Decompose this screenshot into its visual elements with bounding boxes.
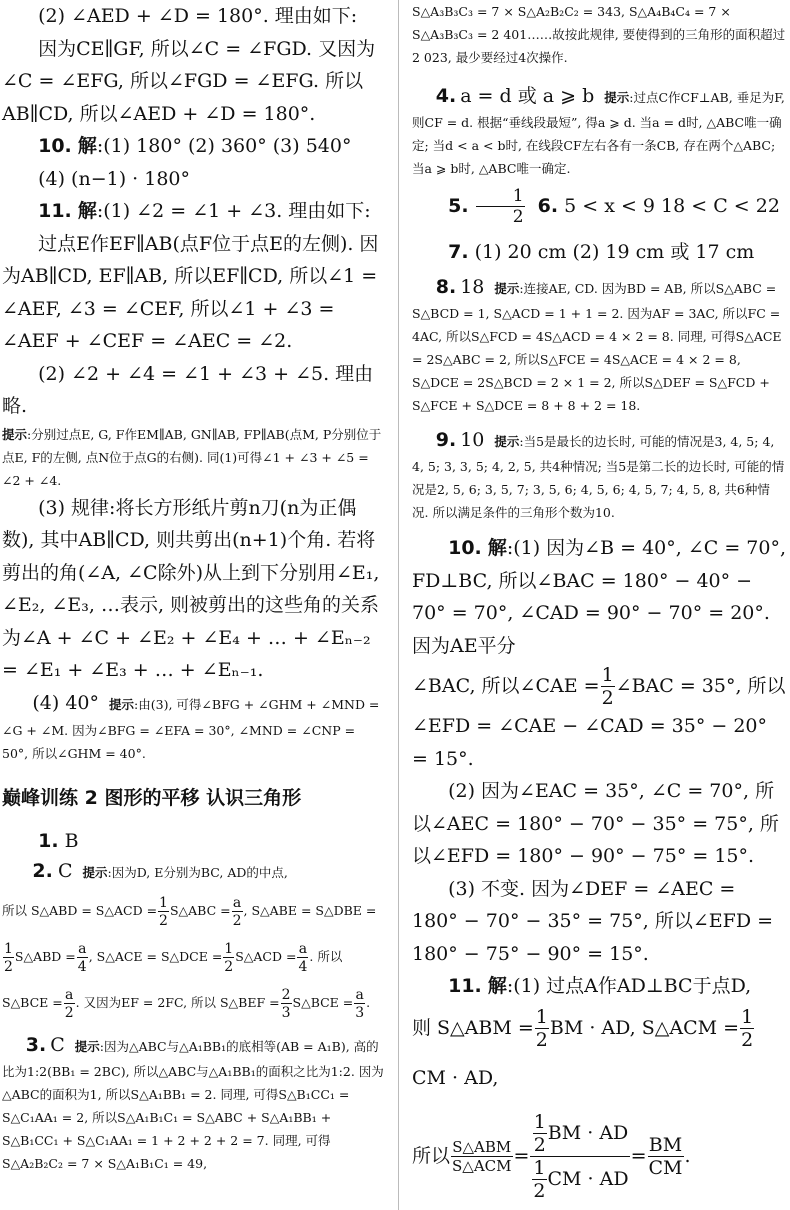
q4-number: 4. [435,85,457,107]
fraction-numerator: BM [648,1133,683,1156]
q10-answers: :(1) 180° (2) 360° (3) 540° [96,135,352,157]
hint-text: :当5是最长的边长时, 可能的情况是3, 4, 5; 4, 4, 5; 3, 3, 5; 4, 2, 5, 共4种情况; 当5是第二长的边长时, 可能的情况是2, 5, 6; 3, 5, 7; 3, 5, 6; 4, 5, 6; 4, 5, 7; 4, 5, 8, 共6种情况. 所以满足条件的三角形个数为10. [412,434,785,520]
hint-label: 提示 [82,865,108,880]
hint-label: 提示 [109,696,135,712]
q10-solution-label: 解 [77,135,97,157]
q11-part1-text: :(1) 过点A作AD⊥BC于点D, [506,975,752,997]
q5-number: 5. [448,195,469,217]
math-text: = [630,1144,647,1167]
q10-line2: (4) (n−1) · 180° [38,167,191,190]
q11-solution-label: 解 [487,975,507,997]
q2-math-line3 [2,980,384,1026]
area-ratio-fraction [451,1137,512,1175]
math-text: CM · AD [547,1167,629,1190]
right-column [412,0,786,1201]
math-text: . [684,1144,691,1167]
math-text: . [366,995,371,1010]
q2 [2,856,384,888]
fraction-denominator: 2 [601,687,614,709]
q10-line1 [2,130,384,163]
q3 [2,1030,384,1175]
math-text: 所以 [412,1144,451,1167]
fraction-numerator: 1 [741,1005,754,1028]
hint-label: 提示 [2,426,28,442]
hint-text: :过点C作CF⊥AB, 垂足为F, 则CF = d. 根据“垂线段最短”, 得a ⩾ d. 当a = d时, △ABC唯一确定; 当d < a < b时, 在线段CF左右各有一条CB, 存在两个△ABC; 当a ⩾ b时, △ABC唯一确定. [412,90,785,176]
q6-number: 6. [537,195,559,217]
fraction-denominator: 2 [4,958,13,975]
q3-number: 3. [25,1034,47,1056]
math-text: S△BCE = [2,995,63,1010]
q11-ratio-formula [412,1110,786,1202]
q10-part3: (3) 不变. 因为∠DEF = ∠AEC = 180° − 70° − 35° = 75°, 所以∠EFD = 180° − 75° − 90° = 15°. [412,877,774,965]
fraction [740,1005,754,1051]
fraction-numerator: a [65,986,74,1003]
q10-part1 [412,532,786,662]
hint-text: :因为D, E分别为BC, AD的中点, [107,865,288,880]
hint-label: 提示 [74,1039,100,1054]
fraction-denominator: 2 [741,1028,754,1051]
column-divider [398,0,399,1210]
fraction-denominator: 2 [232,912,242,929]
fraction-numerator: a [298,940,308,957]
q8-number: 8. [435,276,457,298]
q11-number: 11. [38,200,72,222]
q8 [412,272,786,417]
fraction-denominator: 3 [355,1004,365,1021]
q9-answer: 10 [460,429,485,451]
fraction-numerator: 1 [159,894,168,911]
q11-part4 [2,687,384,766]
math-text: 所以 S△ABD = S△ACD = [2,903,158,918]
fraction [281,988,292,1020]
fraction-numerator: 1 [533,1156,546,1179]
math-text: CM · AD, [412,1066,499,1089]
fraction-denominator: 4 [298,958,308,975]
q11-part1-header: :(1) ∠2 = ∠1 + ∠3. 理由如下: [96,200,371,222]
math-text: BM · AD, S△ACM = [549,1016,740,1039]
q8-answer: 18 [460,276,485,298]
fraction [77,942,88,974]
q5-answer-fraction [476,188,525,226]
fraction-numerator: a [355,986,364,1003]
fraction-denominator: 2 [224,958,234,975]
math-text: S△ABC = [169,903,231,918]
q11-line1 [2,195,384,228]
q3-continued: S△A₃B₃C₃ = 7 × S△A₂B₂C₂ = 343, S△A₄B₄C₄ = 7 × S△A₃B₃C₃ = 2 401……故按此规律, 要使得到的三角形的面积超过2 023, 最少要经过4次操作. [412,4,786,65]
q10-number: 10. [38,135,72,157]
fraction [64,988,75,1020]
q9-part2-header: (2) ∠AED + ∠D = 180°. 理由如下: [38,5,358,27]
fraction [601,666,615,708]
fraction-denominator: S△ACM [452,1156,512,1175]
q9-part2-body: 因为CE∥GF, 所以∠C = ∠FGD. 又因为∠C = ∠EFG, 所以∠FGD = ∠EFG. 所以AB∥CD, 所以∠AED + ∠D = 180°. [2,37,376,125]
left-column [2,0,384,1175]
math-text: BM · AD [547,1121,629,1144]
fraction [223,942,234,974]
math-text: ∠BAC = 35°, 所以 [615,675,786,697]
q10-number: 10. [448,537,482,559]
fraction-denominator: CM [648,1156,683,1179]
fraction [158,896,169,928]
q5-q6 [412,180,786,232]
q6-answer: 5 < x < 9 18 < C < 22 [564,195,780,217]
fraction [297,942,308,974]
math-text: . 又因为EF = 2FC, 所以 S△BEF = [75,995,280,1010]
q7 [412,232,786,272]
fraction-denominator: 2 [533,1133,546,1156]
q4 [412,81,786,180]
fraction-numerator: 1 [224,940,234,957]
hint-text: :分别过点E, G, F作EM∥AB, GN∥AB, FP∥AB(点M, P分别位于点E, F的左侧, 点N位于点G的右侧). 同(1)可得∠1 + ∠3 + ∠5 = ∠2 + ∠4. [2,426,382,488]
fraction-denominator: 2 [533,1179,546,1202]
q11-part1-body: 过点E作EF∥AB(点F位于点E的左侧). 因为AB∥CD, EF∥AB, 所以EF∥CD, 所以∠1 = ∠AEF, ∠3 = ∠CEF, 所以∠1 + ∠3 = ∠AEF + ∠CEF = ∠AEC = ∠2. [2,232,379,352]
fraction-numerator: a [232,894,242,911]
q2-answer: C [57,860,73,882]
q1-number: 1. [38,830,59,852]
fraction-numerator: 1 [533,1110,546,1133]
fraction-numerator: 1 [535,1005,548,1028]
hint-label: 提示 [604,90,630,105]
result-fraction [648,1133,684,1179]
q2-math-line2 [2,934,384,980]
fraction [532,1156,546,1202]
q2-number: 2. [32,860,53,882]
fraction-numerator: 2 [281,986,291,1003]
q11-part2-hint [2,423,384,492]
hint-label: 提示 [494,281,520,296]
fraction-numerator: 1 [476,188,525,207]
fraction-denominator [530,1157,629,1201]
hint-text: :因为△ABC与△A₁BB₁的底相等(AB = A₁B), 高的比为1:2(BB₁ = 2BC), 所以△ABC与△A₁BB₁的面积之比为1:2. 因为△ABC的面积为1, 所以S△A₁BB₁ = 2. 同理, 可得S△B₁CC₁ = S△C₁AA₁ = 2, 所以S△A₁B₁C₁ = S△ABC + S△A₁BB₁ + S△B₁CC₁ + S△C₁AA₁ = 1 + 2 + 2 + 2 = 7. 同理, 可得S△A₂B₂C₂ = 7 × S△A₁B₁C₁ = 49, [2,1039,384,1171]
math-text: S△ABD = [14,949,76,964]
compound-fraction [530,1110,629,1202]
hint-text: :由(3), 可得∠BFG + ∠GHM + ∠MND = ∠G + ∠M. 因为∠BFG = ∠EFA = 30°, ∠MND = ∠CNP = 50°, 所以∠GHM = 40°. [2,696,380,761]
fraction [535,1005,549,1051]
q7-number: 7. [448,241,469,263]
q1 [2,826,384,856]
fraction-denominator: 2 [535,1028,548,1051]
q10-part1-math [412,662,786,710]
q4-answer: a = d 或 a ⩾ b [460,85,595,107]
fraction-numerator: 1 [4,940,13,957]
fraction-numerator [530,1110,629,1157]
q10-solution-label: 解 [487,537,507,559]
fraction [533,1110,547,1156]
fraction [354,988,365,1020]
fraction-denominator: 2 [159,912,168,929]
math-text: ∠BAC, 所以∠CAE = [412,675,600,697]
fraction [3,942,14,974]
fraction-numerator: a [78,940,87,957]
q1-answer: B [64,830,79,852]
q10-part1-conclusion: ∠EFD = ∠CAE − ∠CAD = 35° − 20° = 15°. [412,715,768,770]
fraction-numerator: 1 [601,664,614,686]
fraction-denominator: 3 [281,1004,291,1021]
math-text: , S△ABE = S△DBE = [243,903,377,918]
q11-part3: (3) 规律:将长方形纸片剪n刀(n为正偶数), 其中AB∥CD, 则共剪出(n+1)个角. 若将剪出的角(∠A, ∠C除外)从上到下分别用∠E₁, ∠E₂, ∠E₃, …表示, 则被剪出的这些角的关系为∠A + ∠C + ∠E₂ + ∠E₄ + … + ∠Eₙ₋₂ = ∠E₁ + ∠E₃ + … + ∠Eₙ₋₁. [2,496,380,681]
fraction-denominator: 2 [512,207,524,227]
fraction-numerator: S△ABM [452,1137,512,1156]
q11-line1 [412,970,786,1003]
math-text: S△ACD = [235,949,297,964]
math-text: = [513,1144,530,1167]
q10-part1-text: :(1) 因为∠B = 40°, ∠C = 70°, FD⊥BC, 所以∠BAC = 180° − 40° − 70° = 70°, ∠CAD = 90° − 70° = 20°. 因为AE平分 [412,537,786,657]
q11-part4-answer: (4) 40° [32,691,100,714]
q9-number: 9. [435,429,457,451]
q11-area-formulas [412,1003,786,1103]
math-text: . 所以 [309,949,343,964]
section-title: 巅峰训练 2 图形的平移 认识三角形 [2,787,302,809]
math-text: , S△ACE = S△DCE = [88,949,223,964]
q11-part2: (2) ∠2 + ∠4 = ∠1 + ∠3 + ∠5. 理由略. [2,362,374,417]
q3-answer: C [50,1034,65,1056]
fraction-denominator: 4 [77,958,87,975]
math-text: 则 S△ABM = [412,1016,534,1039]
q11-number: 11. [448,975,482,997]
q10-part2: (2) 因为∠EAC = 35°, ∠C = 70°, 所以∠AEC = 180° − 70° − 35° = 75°, 所以∠EFD = 180° − 90° − 75° = 15°. [412,780,779,867]
hint-label: 提示 [494,434,520,449]
q7-answer: (1) 20 cm (2) 19 cm 或 17 cm [474,241,755,263]
fraction-denominator: 2 [64,1004,74,1021]
q9 [412,425,786,524]
hint-text: :连接AE, CD. 因为BD = AB, 所以S△ABC = S△BCD = 1, S△ACD = 1 + 1 = 2. 因为AF = 3AC, 所以FC = 4AC, 所以S△FCD = 4S△ACD = 4 × 2 = 8. 同理, 可得S△ACE = 2S△ABC = 2, 所以S△FCE = 4S△ACE = 4 × 2 = 8, S△DCE = 2S△BCD = 2 × 1 = 2, 所以S△DEF = S△FCD + S△FCE + S△DCE = 8 + 8 + 2 = 18. [412,281,782,413]
q11-solution-label: 解 [77,200,97,222]
math-text: S△BCE = [292,995,354,1010]
q2-math-line1 [2,888,384,934]
q2-hint-math [2,888,384,1026]
fraction [232,896,243,928]
